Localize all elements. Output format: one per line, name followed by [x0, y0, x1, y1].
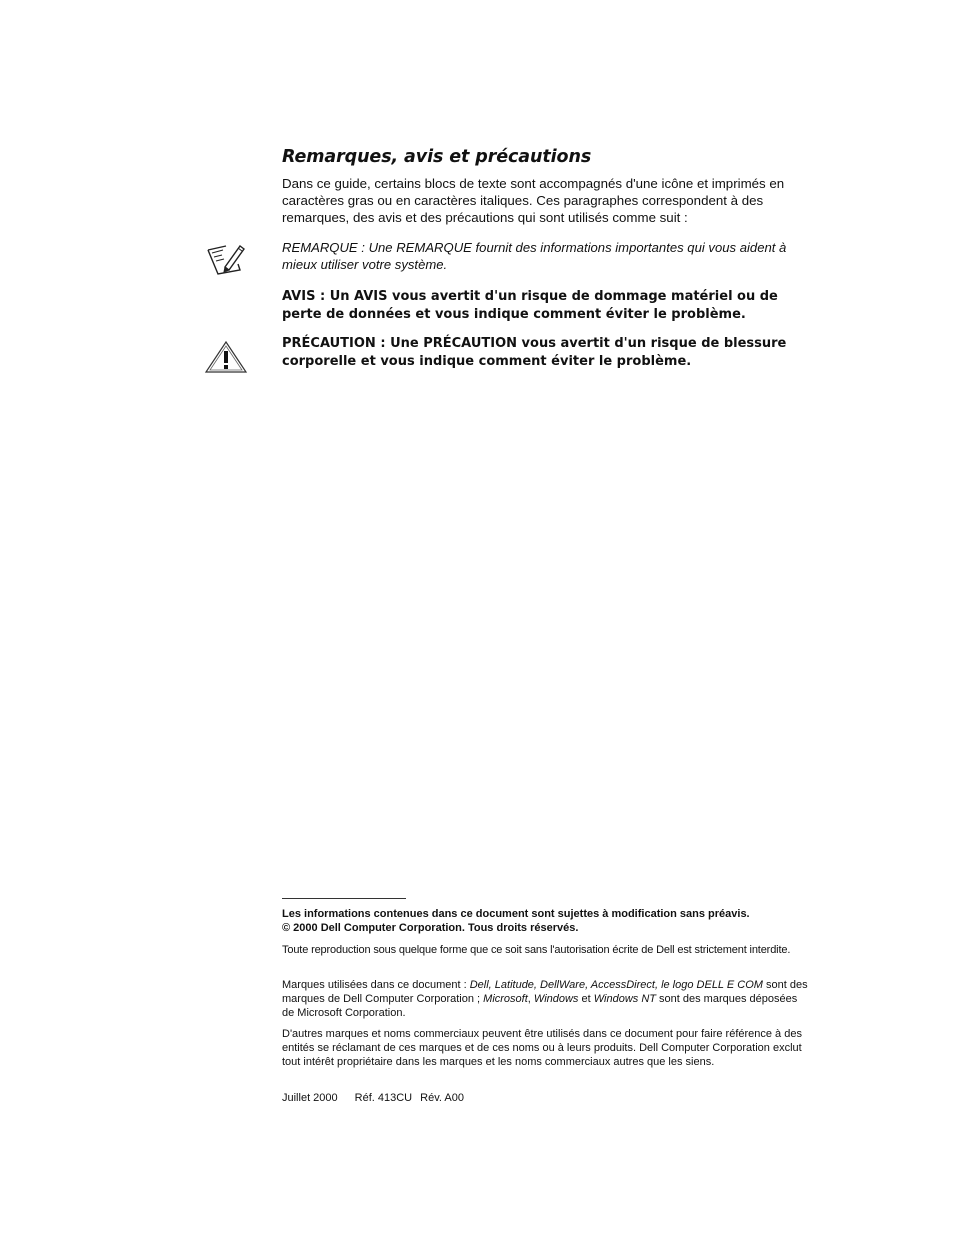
copyright-line: © 2000 Dell Computer Corporation. Tous droits réservés. — [282, 922, 579, 934]
section-heading: Remarques, avis et précautions — [282, 147, 592, 167]
trademarks-prefix: Marques utilisées dans ce document : — [282, 979, 470, 991]
dell-trademarks: Dell, Latitude, DellWare, AccessDirect, le logo DELL E COM — [469, 979, 763, 991]
trademarks-suffix: sont des marques déposées de Microsoft Corporation. — [282, 992, 798, 1019]
note-text: REMARQUE : Une REMARQUE fournit des informations importantes qui vous aident à mieux utiliser votre système. — [282, 240, 787, 272]
intro-paragraph: Dans ce guide, certains blocs de texte sont accompagnés d'une icône et imprimés en caractères gras ou en caractères italiques. Ces paragraphes correspondent à des remarques, des avis et des précautions qui sont utilisés comme suit : — [282, 176, 785, 225]
publication-date: Juillet 2000 — [282, 1092, 338, 1104]
part-number: Réf. 413CU — [354, 1092, 413, 1104]
legal-disclaimer: Les informations contenues dans ce document sont sujettes à modification sans préavis. — [282, 908, 750, 920]
trademarks-notice — [282, 979, 812, 1020]
revision: Rév. A00 — [420, 1092, 464, 1104]
caution-text: PRÉCAUTION : Une PRÉCAUTION vous avertit d'un risque de blessure corporelle et vous indique comment éviter le problème. — [282, 336, 787, 369]
trademarks-and: et — [578, 992, 594, 1005]
warning-triangle-icon — [204, 340, 248, 374]
pencil-note-icon — [206, 240, 246, 278]
microsoft-trademark: Microsoft — [483, 992, 528, 1005]
legal-notice — [282, 907, 812, 935]
trademarks-separator: , — [527, 992, 534, 1005]
notice-text: AVIS : Un AVIS vous avertit d'un risque de dommage matériel ou de perte de données et vous indique comment éviter le problème. — [282, 289, 778, 322]
other-trademarks-notice: D'autres marques et noms commerciaux peuvent être utilisés dans ce document pour faire référence à des entités se réclamant de ces marques et de ces noms ou à leurs produits. Dell Computer Corporation exclut tout intérêt propriétaire dans les marques et les noms commerciaux autres que les siens. — [282, 1028, 802, 1068]
reproduction-notice: Toute reproduction sous quelque forme que ce soit sans l'autorisation écrite de Dell est strictement interdite. — [282, 944, 791, 956]
windows-trademark: Windows — [533, 992, 579, 1005]
footnote-divider — [282, 898, 406, 899]
trademarks-middle: sont des marques de Dell Computer Corporation ; — [282, 979, 808, 1005]
document-footer — [282, 1091, 464, 1105]
windows-nt-trademark: Windows NT — [593, 992, 656, 1005]
